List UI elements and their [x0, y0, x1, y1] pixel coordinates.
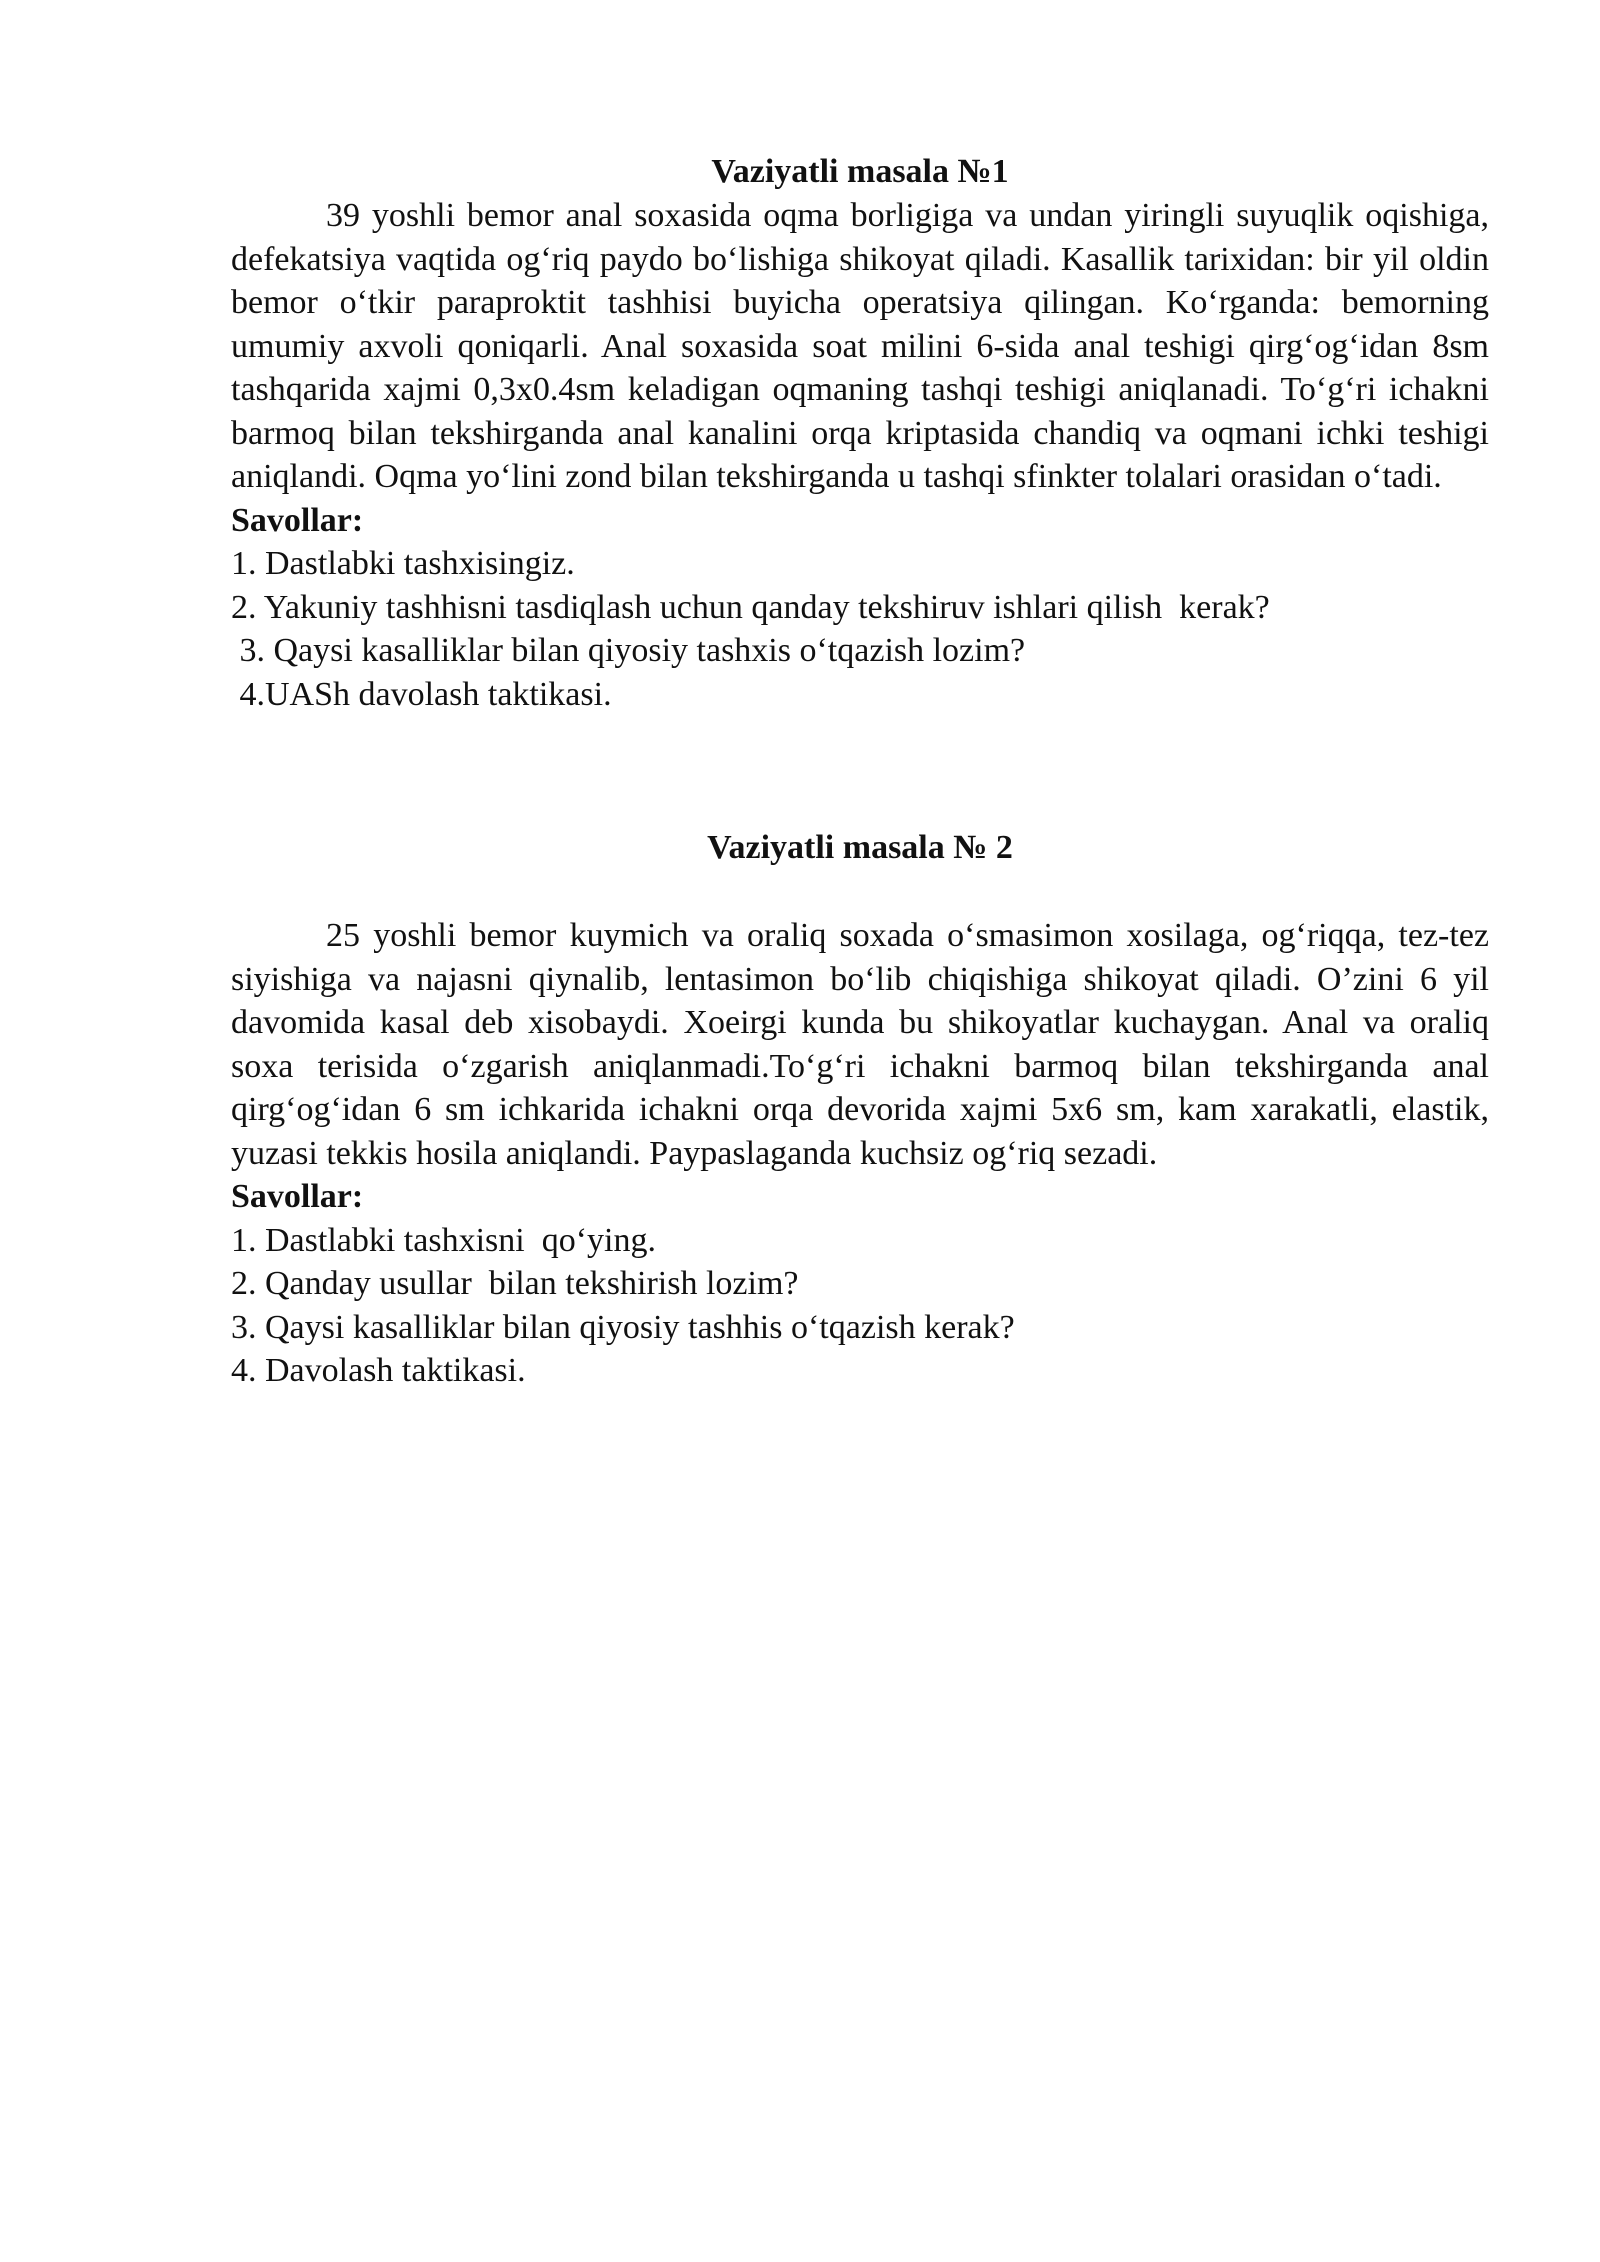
question-item: 2. Yakuniy tashhisni tasdiqlash uchun qanday tekshiruv ishlari qilish kerak? — [231, 588, 1270, 626]
question-list — [231, 1219, 1489, 1393]
question-item: 1. Dastlabki tashxisingiz. — [231, 545, 575, 582]
problem-title: Vaziyatli masala №1 — [711, 153, 1009, 190]
questions-label: Savollar: — [231, 501, 364, 539]
problem-2 — [231, 826, 1489, 1393]
questions-label: Savollar: — [231, 1178, 364, 1215]
question-item: 3. Qaysi kasalliklar bilan qiyosiy tashxis o‘tqazish lozim? — [231, 632, 1026, 669]
problem-description: 25 yoshli bemor kuymich va oraliq soxada o‘smasimon xosilaga, og‘riqqa, tez-tez siyishiga va najasni qiynalib, lentasimon bo‘lib chiqishiga shikoyat qiladi. O’zini 6 yil davomida kasal deb xisobaydi. Xoeirgi kunda bu shikoyatlar kuchaygan. Anal va oraliq soxa terisida o‘zgarish aniqlanmadi.To‘g‘ri ichakni barmoq bilan tekshirganda anal qirg‘og‘idan 6 sm ichkarida ichakni orqa devorida xajmi 5x6 sm, kam xarakatli, elastik, yuzasi tekkis hosila aniqlandi. Paypaslaganda kuchsiz og‘riq sezadi. — [231, 917, 1489, 1172]
problem-description: 39 yoshli bemor anal soxasida oqma borligiga va undan yiringli suyuqlik oqishiga, defekatsiya vaqtida og‘riq paydo bo‘lishiga shikoyat qiladi. Kasallik tarixidan: bir yil oldin bemor o‘tkir paraproktit tashhisi buyicha operatsiya qilingan. Ko‘rganda: bemorning umumiy axvoli qoniqarli. Anal soxasida soat milini 6-sida anal teshigi qirg‘og‘idan 8sm tashqarida xajmi 0,3x0.4sm keladigan oqmaning tashqi teshigi aniqlanadi. To‘g‘ri ichakni barmoq bilan tekshirganda anal kanalini orqa kriptasida chandiq va oqmani ichki teshigi aniqlandi. Oqma yo‘lini zond bilan tekshirganda u tashqi sfinkter tolalari orasidan o‘tadi. — [231, 197, 1489, 495]
question-item: 2. Qanday usullar bilan tekshirish lozim? — [231, 1265, 799, 1302]
question-item: 1. Dastlabki tashxisni qo‘ying. — [231, 1221, 656, 1259]
question-list — [231, 542, 1489, 716]
question-item: 4.UASh davolash taktikasi. — [231, 675, 612, 713]
problem-1 — [231, 150, 1489, 716]
heading-spacer — [231, 870, 1489, 914]
problem-title: Vaziyatli masala № 2 — [707, 829, 1013, 866]
question-item: 3. Qaysi kasalliklar bilan qiyosiy tashhis o‘tqazish kerak? — [231, 1308, 1015, 1346]
document-content — [231, 150, 1489, 1393]
question-item: 4. Davolash taktikasi. — [231, 1352, 526, 1389]
